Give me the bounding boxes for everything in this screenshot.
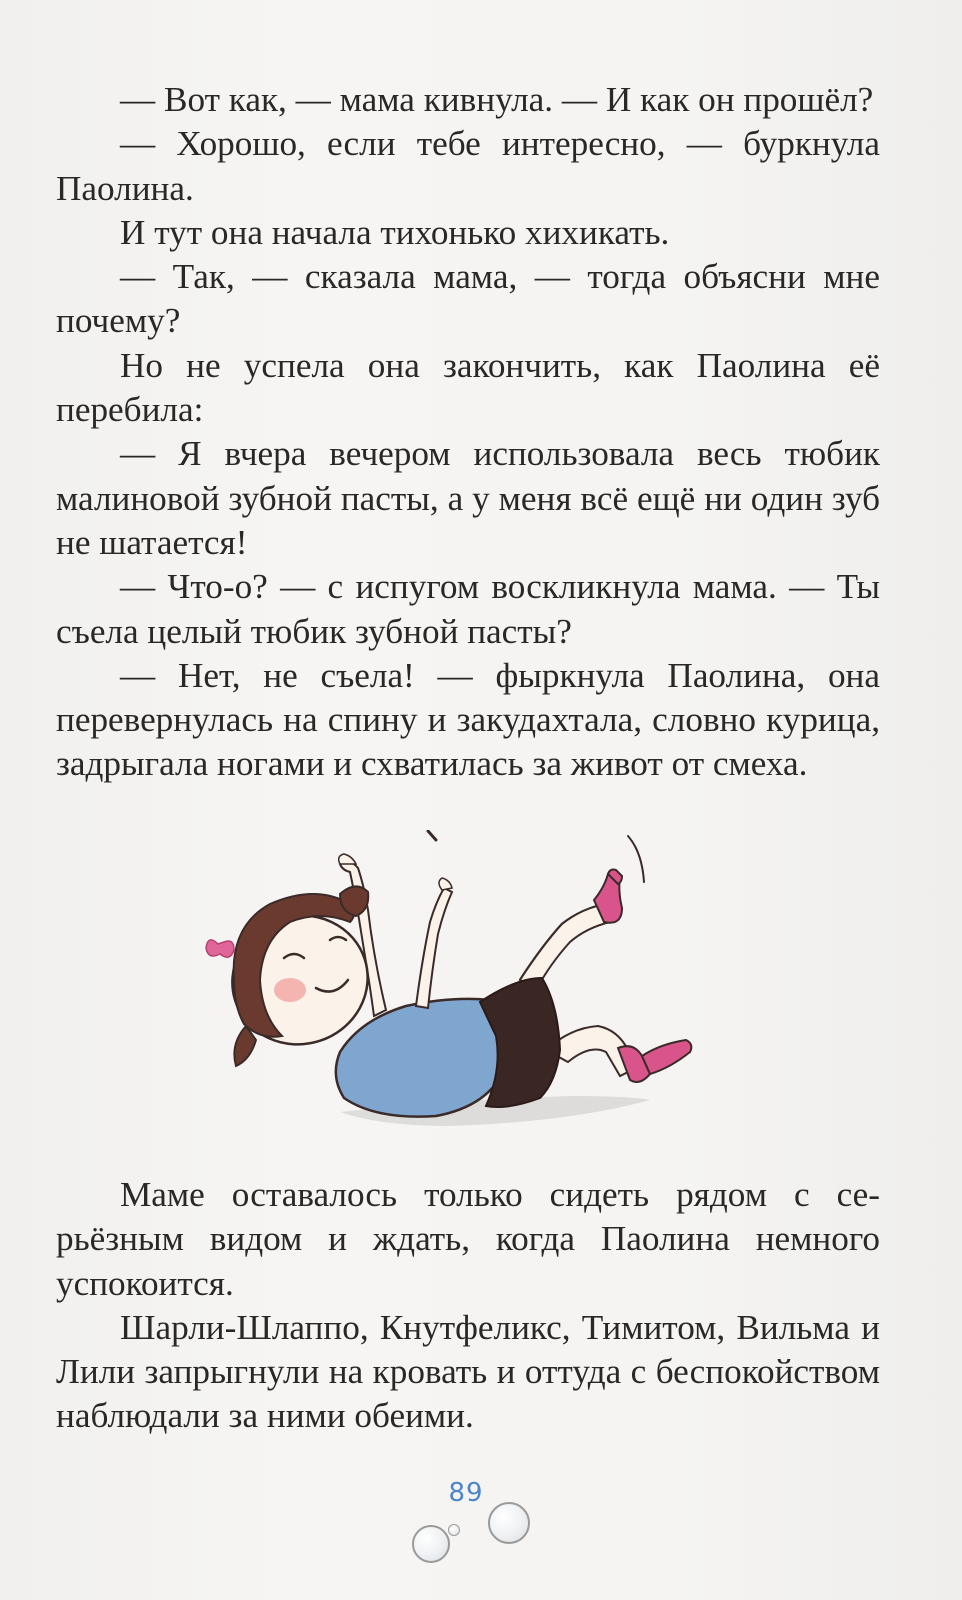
hair-bow [206, 940, 234, 957]
paragraph: — Хорошо, если тебе интересно, — буркнула Паолина. [56, 124, 880, 208]
girl-drawing [190, 830, 750, 1160]
paragraph: — Так, — сказала мама, — тогда объясни мне почему? [56, 257, 880, 341]
text-block-bottom [56, 1173, 880, 1439]
bubble-icon [448, 1524, 460, 1536]
paragraph: — Вот как, — мама кивнула. — И как он прошёл? [120, 80, 874, 119]
hand-right [439, 878, 452, 890]
motion-mark [628, 836, 644, 882]
paragraph: Маме оставалось только сидеть рядом с серьёзным видом и ждать, когда Паолина немного успокоится. [56, 1175, 880, 1303]
motion-mark [428, 831, 436, 840]
leg-upper-fill [520, 904, 610, 990]
paragraph: Шарли-Шлаппо, Кнутфеликс, Тимитом, Вильма и Лили запрыгнули на кровать и оттуда с беспокойством наблюдали за ними обеими. [56, 1307, 880, 1436]
page-number: 89 [448, 1478, 484, 1508]
paragraph: И тут она начала тихонько хихикать. [120, 212, 670, 252]
bubble-icon [412, 1525, 450, 1563]
arm-raised-right [416, 888, 452, 1008]
hand-left [339, 854, 356, 864]
cheek [274, 978, 306, 1002]
paragraph: — Нет, не съела! — фыркнула Паолина, она перевернулась на спину и закудахтала, словно курица, задрыгала ногами и схватилась за живот от смеха. [56, 655, 880, 784]
illustration-laughing-girl [190, 830, 750, 1160]
shoe-lower [642, 1040, 691, 1074]
paragraph: — Я вчера вечером использовала весь тюбик малиновой зубной пасты, а у меня всё ещё ни один зуб не шатается! [56, 434, 880, 562]
text-block-top [56, 78, 880, 787]
paragraph: — Что-о? — с испугом воскликнула мама. — Ты съела целый тюбик зубной пасты? [56, 567, 880, 651]
paragraph: Но не успела она закончить, как Паолина её перебила: [56, 345, 880, 430]
bubble-icon [488, 1502, 530, 1544]
shirt [336, 999, 506, 1117]
